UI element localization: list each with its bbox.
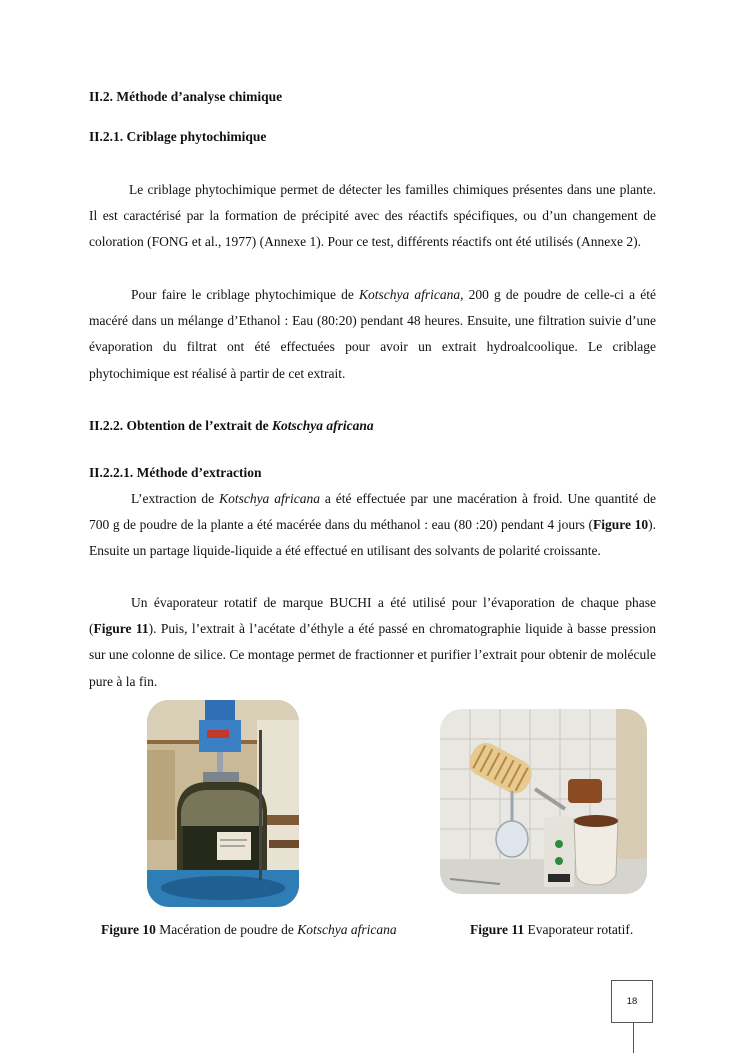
paragraph-evaporation: Un évaporateur rotatif de marque BUCHI a été utilisé pour l’évaporation de chaque phase (Figure 11). Puis, l’extrait à l’acétate d’éthyle a été passé en chromatographie liquide à basse pression sur une colonne de silice. Ce montage permet de fractionner et purifier l’extrait pour obtenir de molécule pure à la fin.	[89, 595, 656, 689]
figure-reference: Figure 11	[93, 621, 149, 637]
paragraph-extraction: L’extraction de Kotschya africana a été effectuée par une macération à froid. Une quantité de 700 g de poudre de la plante a été macérée dans du méthanol : eau (80 :20) pendant 4 jours (Figure 10). Ensuite un partage liquide-liquide a été effectué en utilisant des solvants de polarité croissante.	[89, 491, 656, 559]
subsection-heading: II.2.1. Criblage phytochimique	[89, 129, 267, 144]
figure-11-photo	[440, 709, 647, 894]
page-number: 18	[611, 980, 653, 1023]
species-name: Kotschya africana	[272, 418, 374, 433]
page-number-rule	[633, 1023, 634, 1053]
subsection-heading-extrait: II.2.2. Obtention de l’extrait de Kotschya africana	[89, 418, 374, 433]
figure-10-photo	[147, 700, 299, 907]
paragraph-criblage: Le criblage phytochimique permet de détecter les familles chimiques présentes dans une plante. Il est caractérisé par la formation de précipité avec des réactifs spécifiques, ou d’un changement de coloration (FONG et al., 1977) (Annexe 1). Pour ce test, différents réactifs ont été utilisés (Annexe 2).	[89, 182, 656, 250]
figure-10-caption: Figure 10 Macération de poudre de Kotschya africana	[101, 922, 397, 937]
paragraph-criblage-method: Pour faire le criblage phytochimique de Kotschya africana, 200 g de poudre de celle-ci a été macéré dans un mélange d’Ethanol : Eau (80:20) pendant 48 heures. Ensuite, une filtration suivie d’une évaporation du filtrat ont été effectuées pour avoir un extrait hydroalcoolique. Le criblage phytochimique est réalisé à partir de cet extrait.	[89, 287, 656, 381]
figure-11-caption: Figure 11 Evaporateur rotatif.	[470, 922, 634, 937]
species-name: Kotschya africana	[358, 287, 461, 302]
section-heading: II.2. Méthode d’analyse chimique	[89, 89, 283, 104]
figure-reference: Figure 10	[592, 517, 649, 533]
subsubsection-heading: II.2.2.1. Méthode d’extraction	[89, 465, 262, 480]
species-name: Kotschya africana	[219, 491, 320, 506]
